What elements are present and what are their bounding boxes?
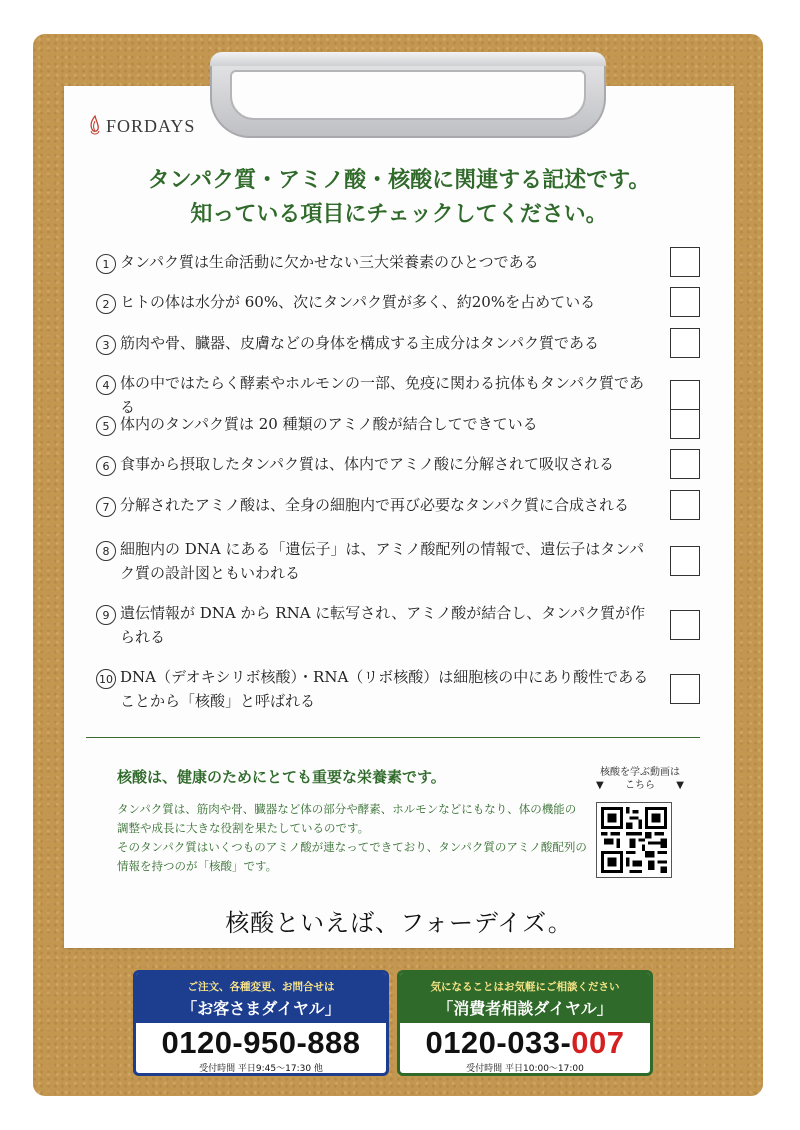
arrow-down-icon: ▼ <box>676 780 684 791</box>
qr-caption-arrows <box>590 779 690 792</box>
customer-dial-box <box>133 970 389 1076</box>
checkbox[interactable] <box>670 674 700 704</box>
info-paragraph-2: そのタンパク質はいくつものアミノ酸が連なってできており、タンパク質のアミノ酸配列の情報を持つのが「核酸」です。 <box>117 840 587 873</box>
item-text: 細胞内の DNA にある「遺伝子」は、アミノ酸配列の情報で、遺伝子はタンパク質の設計図ともいわれる <box>120 540 645 582</box>
flame-logo-icon <box>88 115 102 137</box>
slogan: 核酸といえば、フォーデイズ。 <box>225 909 573 937</box>
item-number: 7 <box>96 497 116 517</box>
item-text: ヒトの体は水分が 60%、次にタンパク質が多く、約20%を占めている <box>120 293 596 311</box>
info-body <box>117 800 587 876</box>
checklist-item-5 <box>96 412 700 436</box>
consumer-dial-sub: 気になることはお気軽にご相談ください <box>430 981 620 993</box>
consumer-dial-name: 「消費者相談ダイヤル」 <box>437 999 613 1018</box>
item-number: 2 <box>96 294 116 314</box>
item-number: 5 <box>96 416 116 436</box>
qr-code[interactable] <box>596 802 672 878</box>
item-text: 食事から摂取したタンパク質は、体内でアミノ酸に分解されて吸収される <box>120 455 614 473</box>
customer-dial-name: 「お客さまダイヤル」 <box>181 999 341 1018</box>
clipboard-clip <box>210 52 606 138</box>
consumer-dial-number-main: 0120-033- <box>425 1025 572 1060</box>
clip-inner <box>230 70 586 120</box>
title-line-2: 知っている項目にチェックしてください。 <box>190 201 608 227</box>
checklist-item-3 <box>96 331 700 355</box>
item-text: DNA（デオキシリボ核酸）・RNA（リボ核酸）は細胞核の中にあり酸性であることから「核酸」と呼ばれる <box>120 668 649 710</box>
brand-name: FORDAYS <box>106 115 196 136</box>
item-number: 9 <box>96 605 116 625</box>
page-title <box>64 163 734 231</box>
item-number: 1 <box>96 254 116 274</box>
consumer-dial-number[interactable] <box>400 1025 650 1061</box>
item-number: 10 <box>96 669 116 689</box>
clip-bar <box>210 52 606 66</box>
item-text: 分解されたアミノ酸は、全身の細胞内で再び必要なタンパク質に合成される <box>120 496 629 514</box>
checkbox[interactable] <box>670 490 700 520</box>
customer-dial-sub: ご注文、各種変更、お問合せは <box>187 981 335 993</box>
checkbox[interactable] <box>670 287 700 317</box>
checklist-item-8 <box>96 537 700 585</box>
checkbox[interactable] <box>670 380 700 410</box>
qr-caption <box>590 766 690 792</box>
checklist-item-2 <box>96 290 700 314</box>
checklist-item-7 <box>96 493 700 517</box>
customer-dial-hours: 受付時間 平日9:45～17:30 他 <box>199 1064 323 1074</box>
info-paragraph-1: タンパク質は、筋肉や骨、臓器など体の部分や酵素、ホルモンなどにもなり、体の機能の調整や成長に大きな役割を果たしているのです。 <box>117 802 577 835</box>
customer-dial-number[interactable]: 0120-950-888 <box>161 1025 361 1060</box>
item-number: 8 <box>96 541 116 561</box>
item-text: 遺伝情報が DNA から RNA に転写され、アミノ酸が結合し、タンパク質が作られる <box>120 604 646 646</box>
checkbox[interactable] <box>670 546 700 576</box>
title-line-1: タンパク質・アミノ酸・核酸に関連する記述です。 <box>147 167 651 193</box>
checklist-item-1 <box>96 250 700 274</box>
item-text: タンパク質は生命活動に欠かせない三大栄養素のひとつである <box>120 253 539 271</box>
qr-caption-line-1: 核酸を学ぶ動画は <box>600 767 680 778</box>
checklist-item-9 <box>96 601 700 649</box>
consumer-dial-hours: 受付時間 平日10:00～17:00 <box>466 1064 584 1074</box>
brand-logo <box>88 115 195 137</box>
arrow-down-icon: ▼ <box>596 780 604 791</box>
consumer-dial-box <box>397 970 653 1076</box>
item-number: 3 <box>96 335 116 355</box>
consumer-dial-header <box>400 973 650 1023</box>
checklist-item-10 <box>96 665 700 713</box>
qr-caption-line-2: こちら <box>625 780 655 791</box>
item-text: 体の中ではたらく酵素やホルモンの一部、免疫に関わる抗体もタンパク質である <box>120 374 644 416</box>
checkbox[interactable] <box>670 409 700 439</box>
item-number: 4 <box>96 375 116 395</box>
checkbox[interactable] <box>670 449 700 479</box>
checkbox[interactable] <box>670 247 700 277</box>
checkbox[interactable] <box>670 610 700 640</box>
item-number: 6 <box>96 456 116 476</box>
customer-dial-header <box>136 973 386 1023</box>
section-divider <box>86 737 700 738</box>
item-text: 筋肉や骨、臓器、皮膚などの身体を構成する主成分はタンパク質である <box>120 334 599 352</box>
qr-code-icon <box>601 807 667 873</box>
item-text: 体内のタンパク質は 20 種類のアミノ酸が結合してできている <box>120 415 538 433</box>
consumer-dial-number-accent: 007 <box>571 1025 625 1060</box>
checkbox[interactable] <box>670 328 700 358</box>
checklist-item-6 <box>96 452 700 476</box>
info-title: 核酸は、健康のためにとても重要な栄養素です。 <box>117 768 446 786</box>
